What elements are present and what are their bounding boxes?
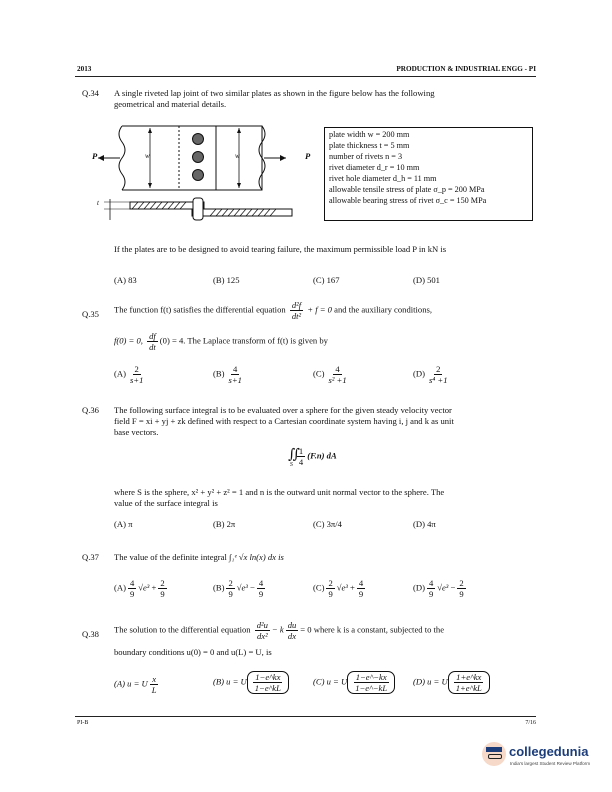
- arrow-head: [148, 183, 152, 188]
- q35-line1: [114, 300, 432, 321]
- arrow-head: [237, 183, 241, 188]
- spec-line: rivet diameter d_r = 10 mm: [329, 163, 420, 172]
- q35-line2: [114, 331, 328, 352]
- load-label-left: P: [92, 151, 98, 161]
- q38-text-a: The solution to the differential equation: [114, 624, 251, 635]
- q35-option-b: (B) $\frac{4}{s+1}$: [213, 364, 242, 385]
- q38-frac-1: $\frac{\text{d²u}}{\text{dx²}}$: [256, 620, 268, 641]
- q37-option-c: (C) $\frac{2}{9}$ √e³ + $\frac{4}{9}$: [313, 578, 364, 599]
- width-label-right: w: [235, 152, 240, 160]
- q37-integral: ∫₁ᵉ √x ln(x) dx is: [229, 552, 284, 562]
- spec-line: allowable bearing stress of rivet σ_c = 150 MPa: [329, 196, 487, 205]
- q37-option-d: (D) $\frac{4}{9}$ √e³ − $\frac{2}{9}$: [413, 578, 464, 599]
- header-year: 2013: [77, 65, 92, 73]
- q38-option-d: (D) u = U $\frac{1+e\^{}kx}{1+e\^{}kL}$: [413, 671, 490, 694]
- q36-where1: where S is the sphere, x² + y² + z² = 1 and n is the outward unit normal vector to the sphere. The: [114, 487, 445, 497]
- glasses-icon: [488, 754, 502, 759]
- q34-option-d: (D) 501: [413, 275, 440, 285]
- q38-mid: − k: [271, 624, 284, 635]
- arrow-head: [148, 128, 152, 133]
- rivet-circle: [193, 134, 204, 145]
- q38-option-c: (C) u = U $\frac{1-e\^{}-kx}{1-e\^{}-kL}$: [313, 671, 395, 694]
- q35-text-b: and the auxiliary conditions,: [334, 304, 432, 315]
- spec-line: number of rivets n = 3: [329, 152, 403, 161]
- spec-line: plate thickness t = 5 mm: [329, 141, 410, 150]
- q35-ode-rest: + f = 0: [307, 304, 332, 315]
- q35-ode-fraction: $\frac{\text{d²f}}{\text{dt²}}$: [291, 300, 302, 321]
- q38-option-a: (A) u = U $\frac{x}{L}$: [114, 674, 157, 695]
- spec-line: plate width w = 200 mm: [329, 130, 410, 139]
- q36-option-d: (D) 4π: [413, 519, 436, 529]
- arrow-head: [280, 155, 286, 161]
- q35-cond-b: (0) = 4. The Laplace transform of f(t) is given by: [159, 335, 328, 346]
- q34-text-line2: geometrical and material details.: [114, 99, 227, 109]
- q36-option-b: (B) 2π: [213, 519, 236, 529]
- q36-integral-body: (F.n) dA: [307, 450, 337, 461]
- q38-text-b: where k is a constant, subjected to the: [313, 624, 445, 635]
- q38-line1: [114, 620, 444, 641]
- header-rule: [75, 76, 536, 77]
- q36-option-a: (A) π: [114, 519, 133, 529]
- spec-box: [324, 127, 533, 221]
- q35-cond-fraction: $\frac{df}{dt}$: [149, 331, 156, 352]
- q34-number: Q.34: [82, 88, 99, 98]
- q36-integral: [288, 446, 337, 467]
- q36-line1: The following surface integral is to be evaluated over a sphere for the given steady velocity vector: [114, 405, 452, 415]
- q37-option-b: (B) $\frac{2}{9}$ √e³ − $\frac{4}{9}$: [213, 578, 264, 599]
- q38-frac-2: $\frac{du}{dx}$: [287, 620, 297, 641]
- plate-outline-upper: [122, 126, 262, 190]
- spec-line: rivet hole diameter d_h = 11 mm: [329, 174, 437, 183]
- q34-option-b: (B) 125: [213, 275, 240, 285]
- q36-integral-sign: ∬: [288, 447, 300, 463]
- brand-logo-icon: [482, 742, 506, 766]
- q38-option-b: (B) u = U $\frac{1-e\^{}kx}{1-e\^{}kL}$: [213, 671, 289, 694]
- q35-option-d: (D) $\frac{2}{\text{s⁴ +1}}$: [413, 364, 448, 385]
- q35-cond-a: f(0) = 0,: [114, 335, 143, 346]
- q35-number: Q.35: [82, 309, 99, 319]
- footer-paper-code: PI-B: [77, 720, 89, 726]
- q36-option-c: (C) 3π/4: [313, 519, 342, 529]
- q37-option-a: (A) $\frac{4}{9}$ √e³ + $\frac{2}{9}$: [114, 578, 165, 599]
- q35-option-c: (C) $\frac{4}{\text{s² +1}}$: [313, 364, 347, 385]
- q35-option-a: (A) $\frac{2}{s+1}$: [114, 364, 144, 385]
- brand-name[interactable]: collegedunia: [509, 744, 589, 759]
- q34-question: If the plates are to be designed to avoid tearing failure, the maximum permissible load P in kN is: [114, 244, 447, 254]
- q37-line: [114, 552, 284, 563]
- q37-text: The value of the definite integral: [114, 552, 227, 562]
- q38-line2: boundary conditions u(0) = 0 and u(L) = U, is: [114, 647, 272, 657]
- q34-option-a: (A) 83: [114, 275, 137, 285]
- q35-text-a: The function f(t) satisfies the differential equation: [114, 304, 286, 315]
- brand-tagline: India's largest Student Review Platform: [510, 761, 591, 766]
- section-plate-lower: [192, 209, 292, 216]
- section-rivet: [193, 198, 203, 220]
- q36-integral-sub: S: [289, 462, 293, 469]
- q38-number: Q.38: [82, 629, 99, 639]
- q36-line2: field F = xi + yj + zk defined with respect to a Cartesian coordinate system having i, j and k as unit: [114, 416, 454, 426]
- lap-joint-figure: [92, 122, 322, 230]
- q37-number: Q.37: [82, 552, 99, 562]
- q38-rest: = 0: [300, 624, 312, 635]
- thickness-label: t: [97, 199, 99, 207]
- footer-rule: [75, 716, 536, 717]
- rivet-circle: [193, 170, 204, 181]
- width-label-left: w: [145, 152, 150, 160]
- rivet-circle: [193, 152, 204, 163]
- q34-text-line1: A single riveted lap joint of two similar plates as shown in the figure below has the following: [114, 88, 435, 98]
- footer-page-number: 7/16: [525, 720, 536, 726]
- q34-option-c: (C) 167: [313, 275, 340, 285]
- q36-line3: base vectors.: [114, 427, 159, 437]
- load-label-right: P: [305, 151, 311, 161]
- q36-integral-fraction: $\frac{1}{4}$: [298, 446, 304, 467]
- arrow-head: [98, 155, 104, 161]
- arrow-head: [237, 128, 241, 133]
- graduation-cap-icon: [486, 747, 502, 752]
- header-paper-title: PRODUCTION & INDUSTRIAL ENGG - PI: [396, 65, 536, 73]
- q36-where2: value of the surface integral is: [114, 498, 218, 508]
- spec-line: allowable tensile stress of plate σ_p = 200 MPa: [329, 185, 485, 194]
- q36-number: Q.36: [82, 405, 99, 415]
